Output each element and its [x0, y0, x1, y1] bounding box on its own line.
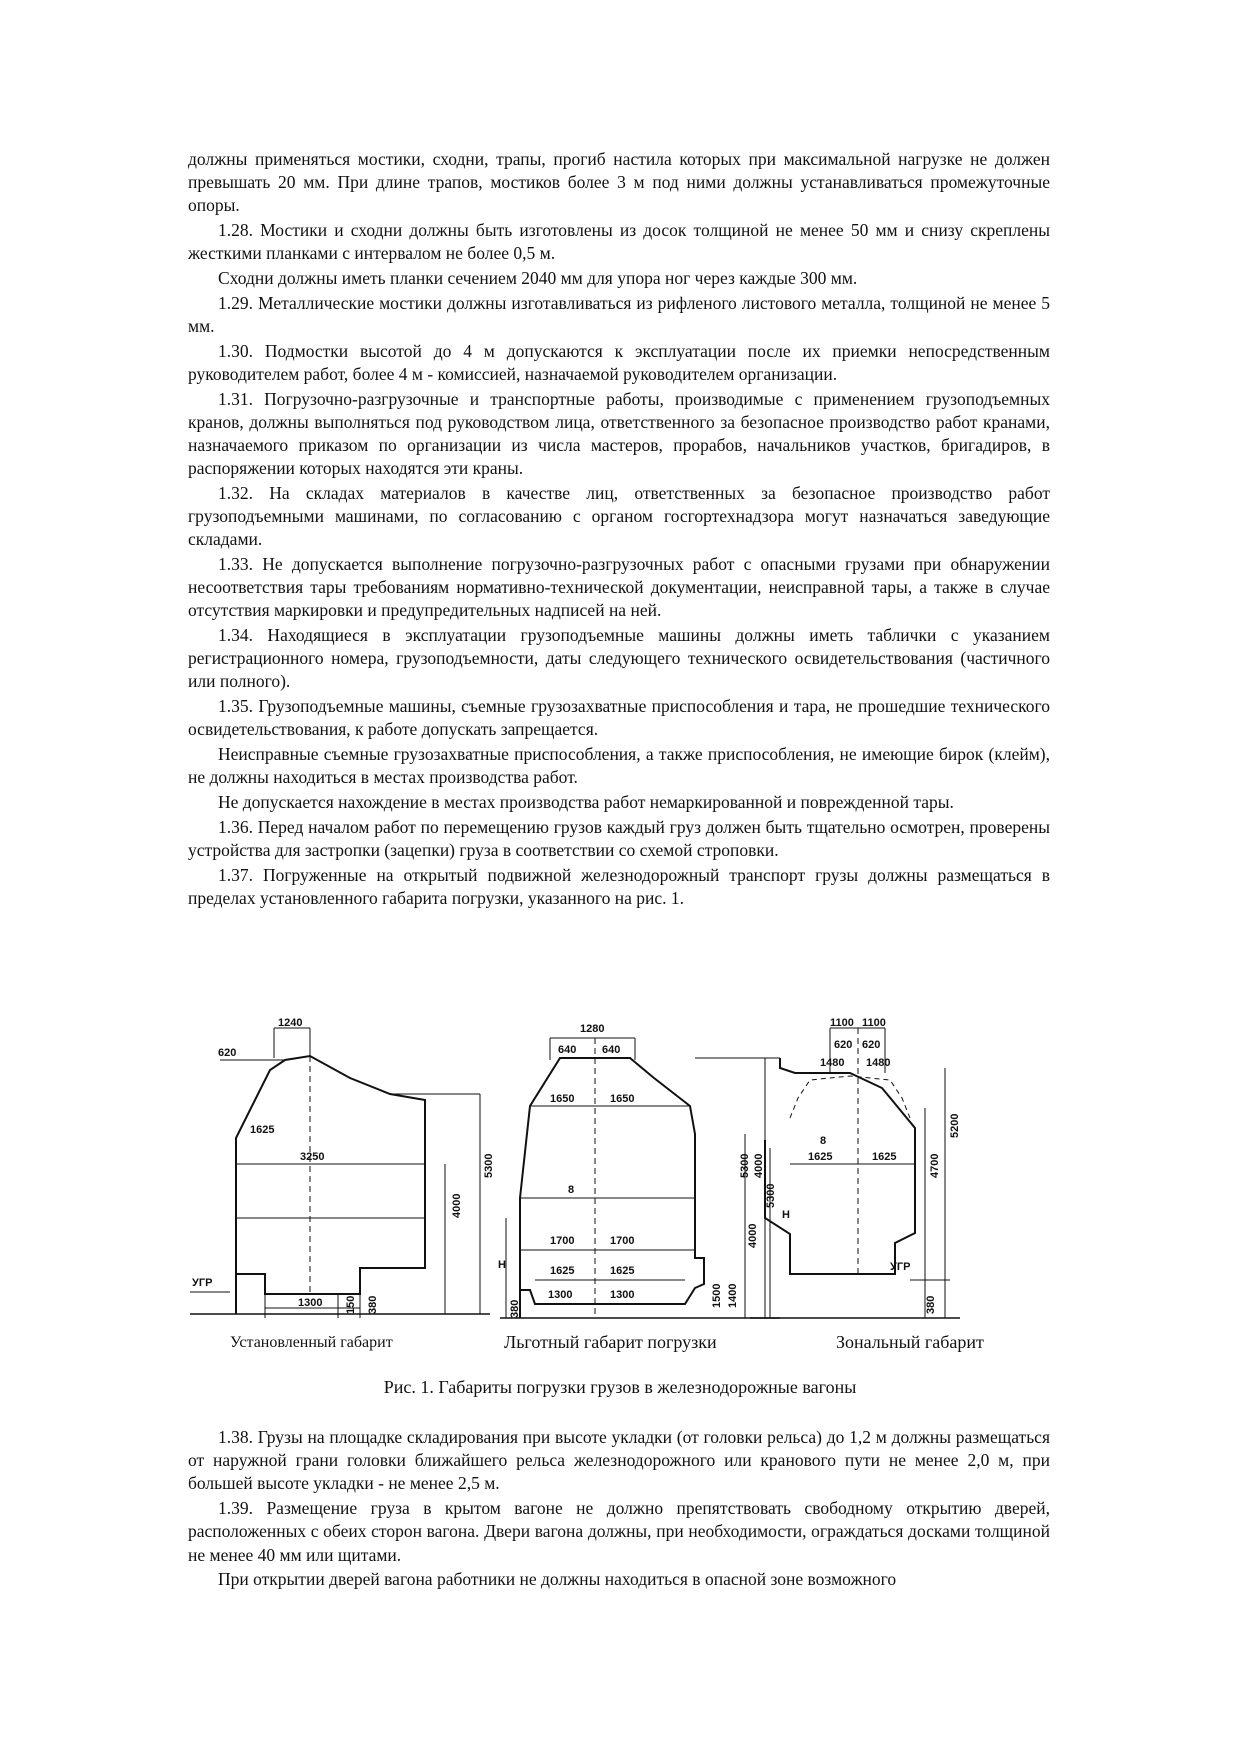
fig1-outline [236, 1056, 425, 1314]
fig3-dim-4000: 4000 [753, 1153, 765, 1178]
fig3-dim-shoulder-right: 1480 [866, 1057, 891, 1069]
fig3-dim-5200: 5200 [949, 1113, 961, 1138]
figure-loading-gauges [190, 1018, 1060, 1352]
paragraph: 1.35. Грузоподъемные машины, съемные грузозахватные приспособления и тара, не прошедшие технического освидетельствования, к работе допускать запрещается. [188, 696, 1050, 740]
fig3-dim-top-left: 1100 [830, 1018, 854, 1029]
fig1-dim-ugr: УГР [192, 1277, 213, 1289]
fig2-dim-low-left: 1625 [550, 1265, 575, 1277]
fig3-dim-shoulder-left: 1480 [820, 1057, 845, 1069]
fig3-dim-4700: 4700 [929, 1153, 941, 1178]
paragraph: 1.33. Не допускается выполнение погрузочно-разгрузочных работ с опасными грузами при обнаружении несоответствия тары требованиям нормативно-технической документации, неисправной тары, а также в случае отсутствия маркировки и предупредительных надписей на ней. [188, 553, 1050, 621]
fig1-dim-h-side: 4000 [451, 1193, 463, 1218]
fig2-dim-h: H [498, 1259, 506, 1271]
fig3-dim-inner-right: 620 [862, 1039, 881, 1051]
fig2-dim-1500: 1500 [711, 1283, 723, 1308]
fig2-dim-380: 380 [509, 1299, 521, 1318]
fig1-dim-upper: 1625 [250, 1124, 275, 1136]
fig2-dim-mid-right: 1700 [610, 1235, 635, 1247]
fig3-dim-b: 8 [820, 1135, 827, 1147]
paragraph: 1.28. Мостики и сходни должны быть изготовлены из досок толщиной не менее 50 мм и снизу скреплены жесткими планками с интервалом не более 0,5 м. [188, 220, 1050, 264]
text-block-bottom [188, 1426, 1050, 1593]
fig2-dim-5300: 5300 [765, 1183, 777, 1208]
paragraph: 1.30. Подмостки высотой до 4 м допускаются к эксплуатации после их приемки непосредственным руководителем работ, более 4 м - комиссией, назначаемой руководителем организации. [188, 340, 1050, 384]
fig2-dim-top-left: 640 [558, 1044, 577, 1056]
fig3-dim-top-right: 1100 [862, 1018, 886, 1029]
figure-caption: Рис. 1. Габариты погрузки грузов в железнодорожные вагоны [383, 1377, 857, 1397]
paragraph: 1.39. Размещение груза в крытом вагоне не должно препятствовать свободному открытию дверей, расположенных с обеих сторон вагона. Двери вагона должны, при необходимости, ограждаться досками толщиной не менее 40 мм или щитами. [188, 1498, 1050, 1565]
fig2-dim-b: 8 [568, 1184, 575, 1196]
paragraph: должны применяться мостики, сходни, трапы, прогиб настила которых при максимальной нагрузке не должен превышать 20 мм. При длине трапов, мостиков более 3 м под ними должны устанавливаться промежуточные опоры. [188, 149, 1050, 216]
paragraph: 1.32. На складах материалов в качестве лиц, ответственных за безопасное производство работ грузоподъемными машинами, по согласованию с органом госгортехнадзора могут назначаться заведующие складами. [188, 482, 1050, 550]
fig2-dim-4000: 4000 [747, 1223, 759, 1248]
fig3-dim-inner-left: 620 [834, 1039, 853, 1051]
fig1-dim-base: 1300 [298, 1297, 323, 1309]
fig2-dim-base-right: 1300 [610, 1289, 635, 1301]
gauge-drawings [190, 1018, 1060, 1338]
paragraph: Сходни должны иметь планки сечением 2040 мм для упора ног через каждые 300 мм. [218, 268, 858, 289]
paragraph: 1.38. Грузы на площадке складирования при высоте укладки (от головки рельса) до 1,2 м должны размещаться от наружной грани головки ближайшего рельса железнодорожного или кранового пути не менее 2,0 м, при большей высоте укладки - не менее 2,5 м. [188, 1427, 1050, 1494]
fig3-label: Зональный габарит [836, 1332, 984, 1352]
paragraph: 1.31. Погрузочно-разгрузочные и транспортные работы, производимые с применением грузоподъемных кранов, должны выполняться под руководством лица, ответственного за безопасное производство работ кранами, назначаемого приказом по организации из числа мастеров, прорабов, начальников участков, бригадиров, в распоряжении которых находятся эти краны. [188, 388, 1050, 479]
fig2-dim-upper-right: 1650 [610, 1093, 635, 1105]
paragraph: Не допускается нахождение в местах производства работ немаркированной и поврежденной тары. [218, 791, 954, 812]
fig1-dim-150: 150 [345, 1295, 357, 1314]
fig3-outline [765, 1058, 915, 1274]
paragraph: При открытии дверей вагона работники не должны находиться в опасной зоне возможного [218, 1569, 897, 1590]
fig1-dim-top: 1240 [278, 1018, 303, 1029]
paragraph: 1.36. Перед началом работ по перемещению грузов каждый груз должен быть тщательно осмотрен, проверены устройства для застропки (зацепки) груза в соответствии со схемой строповки. [188, 816, 1050, 860]
fig3-dim-half-left: 1625 [808, 1151, 833, 1163]
fig3-dim-5300: 5300 [739, 1153, 751, 1178]
text-block-top [188, 148, 1050, 912]
fig1-dim-380: 380 [367, 1295, 379, 1314]
fig2-dim-mid-left: 1700 [550, 1235, 575, 1247]
paragraph: 1.34. Находящиеся в эксплуатации грузоподъемные машины должны иметь таблички с указанием регистрационного номера, грузоподъемности, даты следующего технического освидетельствования (частичного или полного). [188, 625, 1050, 692]
fig1-dim-shoulder: 620 [218, 1047, 237, 1059]
fig3-dim-h: H [782, 1209, 790, 1221]
fig2-dim-top: 1280 [580, 1023, 605, 1035]
fig1-dim-half-width: 3250 [300, 1151, 325, 1163]
fig2-dim-low-right: 1625 [610, 1265, 635, 1277]
fig1-label: Установленный габарит [230, 1334, 393, 1351]
fig2-dim-1400: 1400 [727, 1283, 739, 1308]
paragraph: 1.29. Металлические мостики должны изготавливаться из рифленого листового металла, толщиной не менее 5 мм. [188, 292, 1050, 336]
fig1-dim-h-total: 5300 [483, 1153, 495, 1178]
fig3-dim-half-right: 1625 [872, 1151, 897, 1163]
fig3-dim-ugr: УГР [890, 1261, 911, 1273]
fig3-dim-380: 380 [925, 1295, 937, 1314]
paragraph: Неисправные съемные грузозахватные приспособления, а также приспособления, не имеющие бирок (клейм), не должны находиться в местах производства работ. [188, 744, 1050, 788]
fig2-label: Льготный габарит погрузки [504, 1332, 717, 1352]
fig2-dim-top-right: 640 [602, 1044, 621, 1056]
paragraph: 1.37. Погруженные на открытый подвижной железнодорожный транспорт грузы должны размещаться в пределах установленного габарита погрузки, указанного на рис. 1. [188, 864, 1050, 908]
fig2-dim-base-left: 1300 [548, 1289, 573, 1301]
fig2-dim-upper-left: 1650 [550, 1093, 575, 1105]
